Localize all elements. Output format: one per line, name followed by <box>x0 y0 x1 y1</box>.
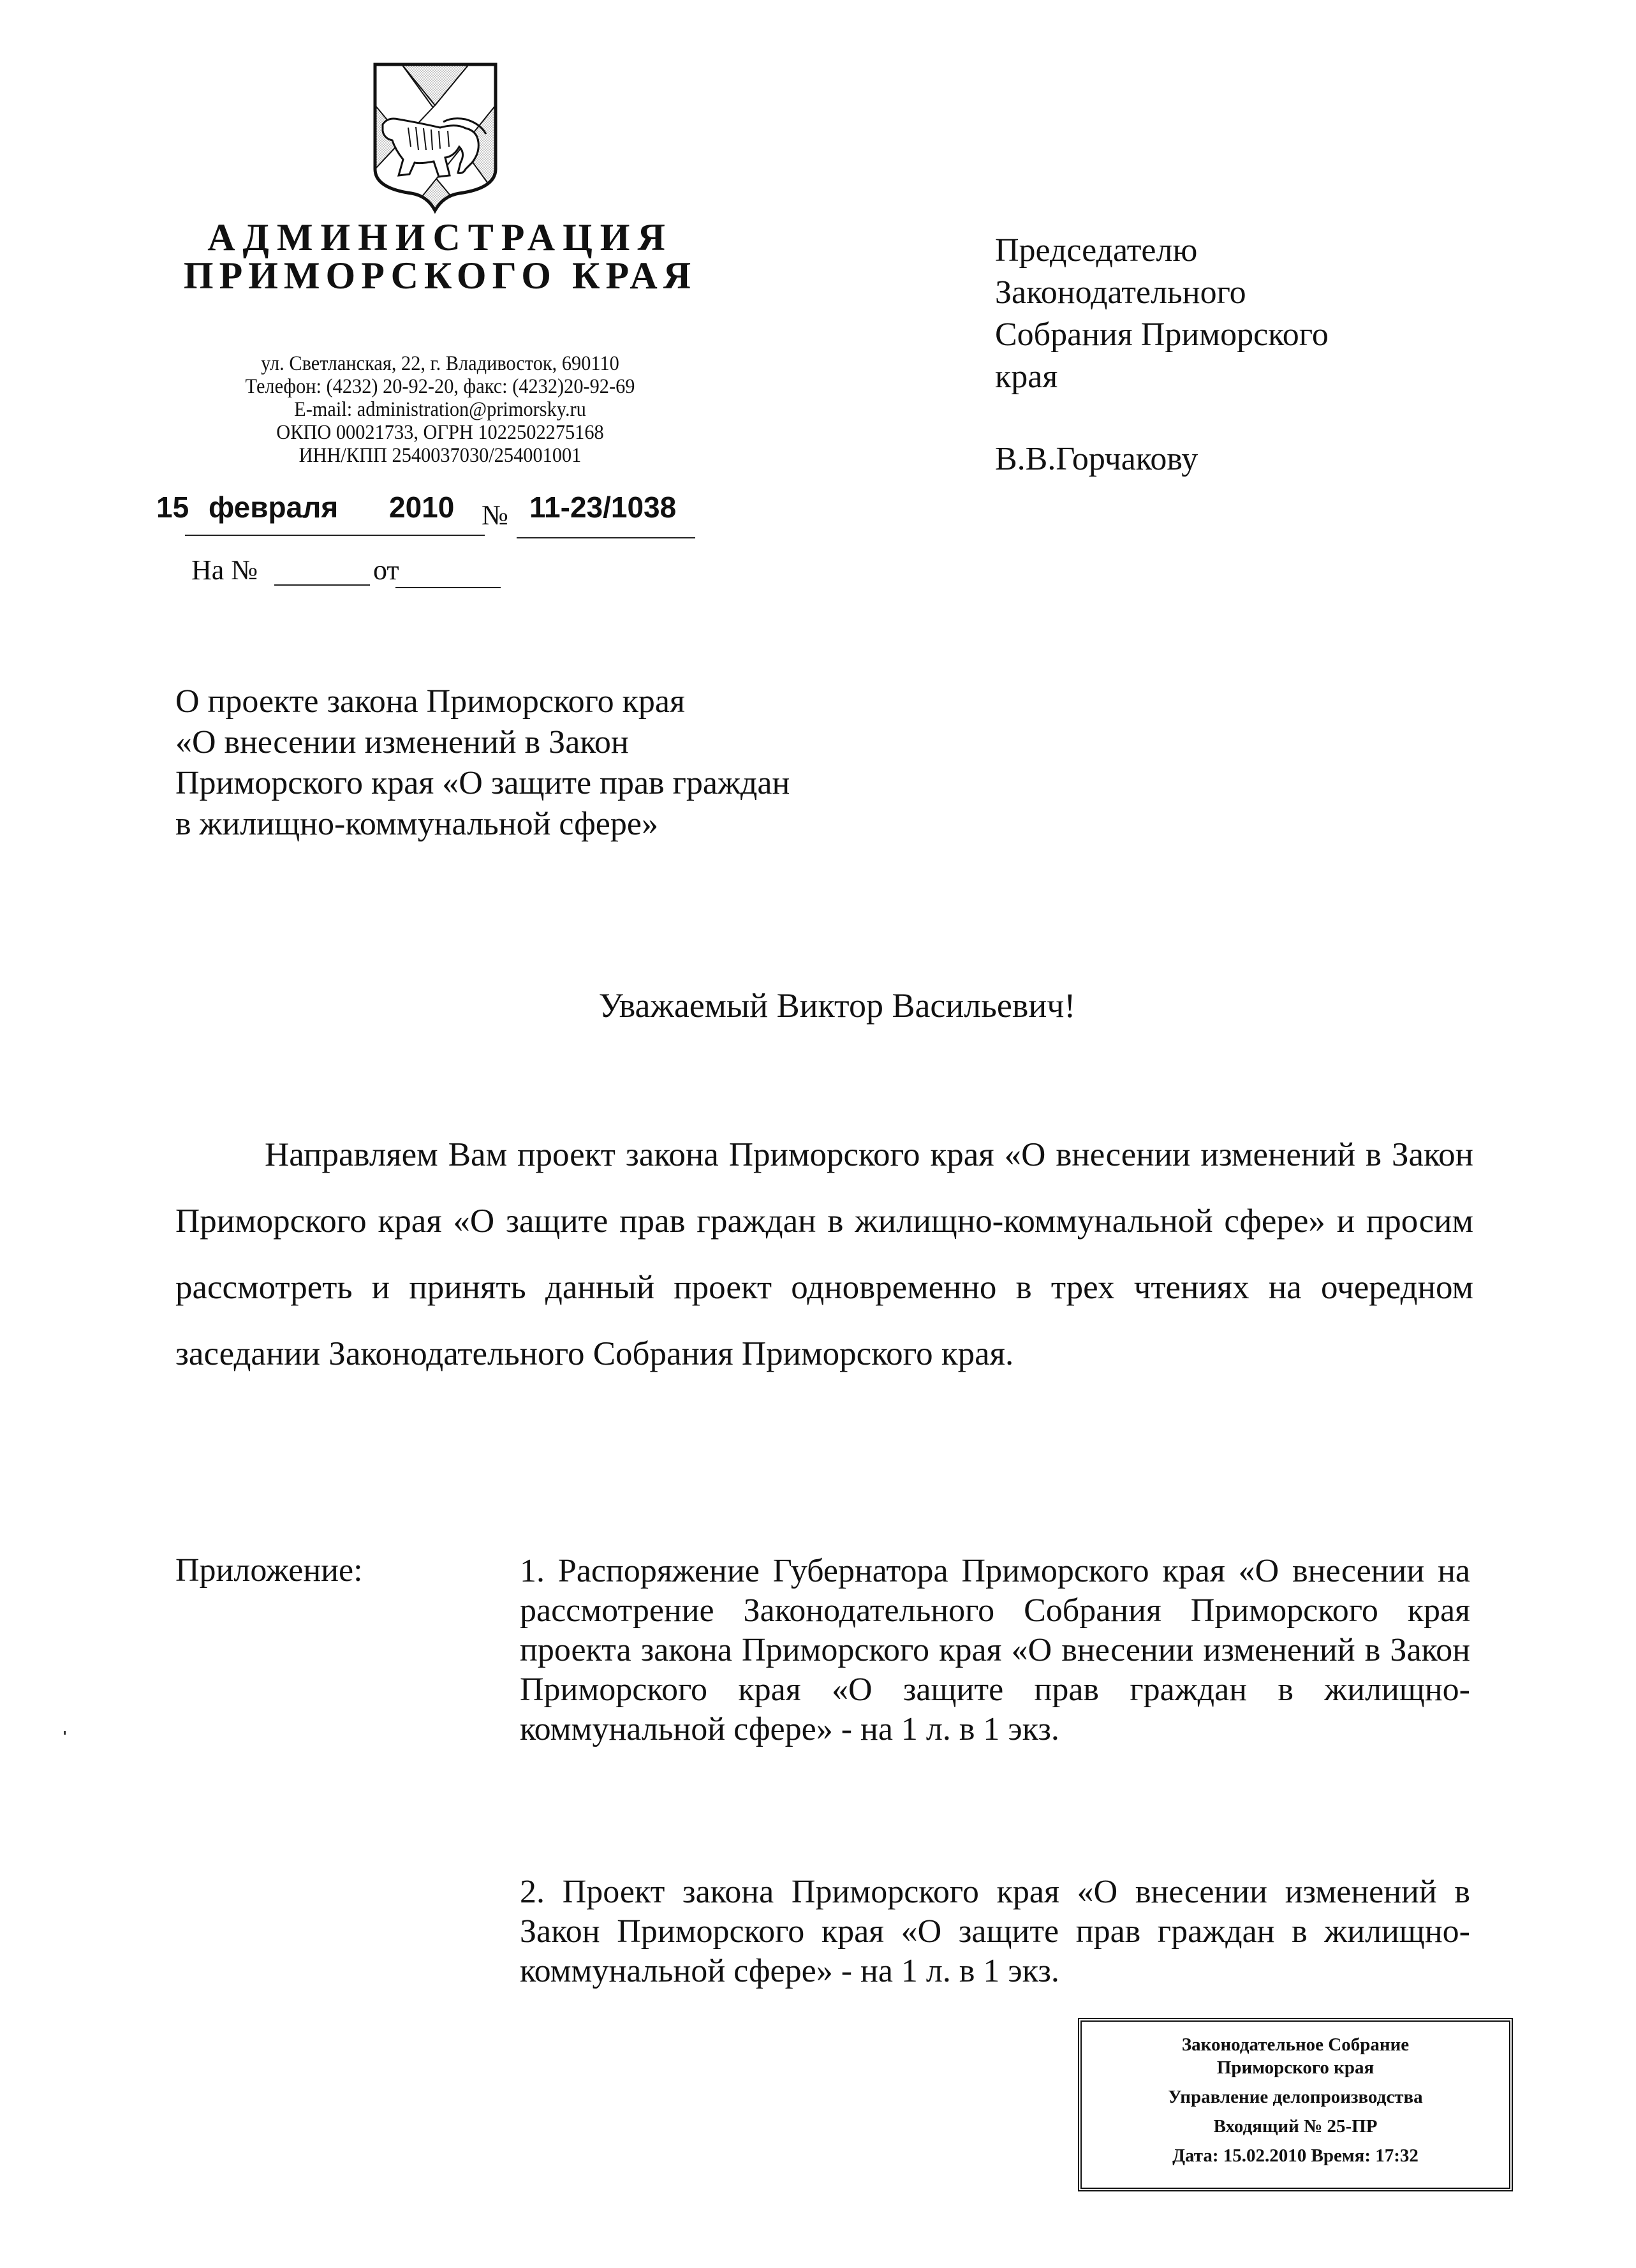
number-sign: № <box>482 500 508 531</box>
outgoing-year: 2010 <box>389 491 455 524</box>
reply-number-label: На № <box>191 554 258 586</box>
recipient-name: В.В.Горчакову <box>995 441 1198 477</box>
registration-stamp <box>1078 2018 1513 2191</box>
appendix-item: 2. Проект закона Приморского края «О внесении изменений в Закон Приморского края «О защите прав граждан в жилищно-коммунальной сфере» - на 1 л. в 1 экз. <box>520 1874 1470 1989</box>
recipient-line: Председателю <box>995 232 1198 269</box>
subject-line: Приморского края «О защите прав граждан <box>175 765 790 801</box>
stamp-department: Управление делопроизводства <box>1168 2087 1423 2107</box>
email-line: E-mail: administration@primorsky.ru <box>294 398 586 421</box>
stamp-datetime: Дата: 15.02.2010 Время: 17:32 <box>1172 2146 1419 2166</box>
number-underline <box>517 537 695 538</box>
recipient-line: Законодательного <box>995 274 1246 311</box>
okpo-ogrn-line: ОКПО 00021733, ОГРН 1022502275168 <box>276 421 604 444</box>
appendix-label: Приложение: <box>175 1552 363 1589</box>
date-underline <box>185 535 485 536</box>
stamp-org-line: Законодательное Собрание <box>1181 2035 1410 2055</box>
organization-name: АДМИНИСТРАЦИЯ <box>207 216 673 258</box>
salutation: Уважаемый Виктор Васильевич! <box>598 986 1076 1025</box>
outgoing-month: февраля <box>209 491 339 524</box>
reply-from-label: от <box>373 554 399 586</box>
reply-date-blank <box>395 587 501 588</box>
inn-kpp-line: ИНН/КПП 2540037030/254001001 <box>298 444 582 467</box>
letter-body: Направляем Вам проект закона Приморского края «О внесении изменений в Закон Приморского края «О защите прав граждан в жилищно-коммунальной сфере» и просим рассмотреть и принять данный проект одновременно в трех чтениях на очередном заседании Законодательного Собрания Приморского края. <box>175 1136 1473 1372</box>
letter-subject <box>175 681 941 845</box>
scan-artifact <box>64 1731 66 1735</box>
stamp-org-line: Приморского края <box>1216 2057 1374 2078</box>
address-line: ул. Светланская, 22, г. Владивосток, 690110 <box>261 352 619 375</box>
subject-line: «О внесении изменений в Закон <box>175 724 629 760</box>
outgoing-day: 15 <box>156 491 189 524</box>
recipient-line: Собрания Приморского <box>995 316 1329 353</box>
phone-fax-line: Телефон: (4232) 20-92-20, факс: (4232)20-92-69 <box>245 375 635 398</box>
coat-of-arms-tiger-icon <box>370 61 501 214</box>
stamp-incoming-number: Входящий № 25-ПР <box>1213 2116 1378 2137</box>
outgoing-number: 11-23/1038 <box>529 491 677 524</box>
recipient-title <box>995 230 1441 398</box>
organization-contacts <box>182 352 698 467</box>
reply-number-blank <box>274 584 370 586</box>
subject-line: в жилищно-коммунальной сфере» <box>175 806 658 842</box>
outgoing-date-number <box>156 490 698 541</box>
reply-reference <box>191 554 689 592</box>
appendix-item: 1. Распоряжение Губернатора Приморского края «О внесении на рассмотрение Законодательного Собрания Приморского края проекта закона Приморского края «О внесении изменений в Закон Приморского края «О защите прав граждан в жилищно-коммунальной сфере» - на 1 л. в 1 экз. <box>520 1553 1470 1747</box>
subject-line: О проекте закона Приморского края <box>175 683 685 720</box>
recipient-line: края <box>995 359 1058 395</box>
organization-region: ПРИМОРСКОГО КРАЯ <box>183 255 697 297</box>
